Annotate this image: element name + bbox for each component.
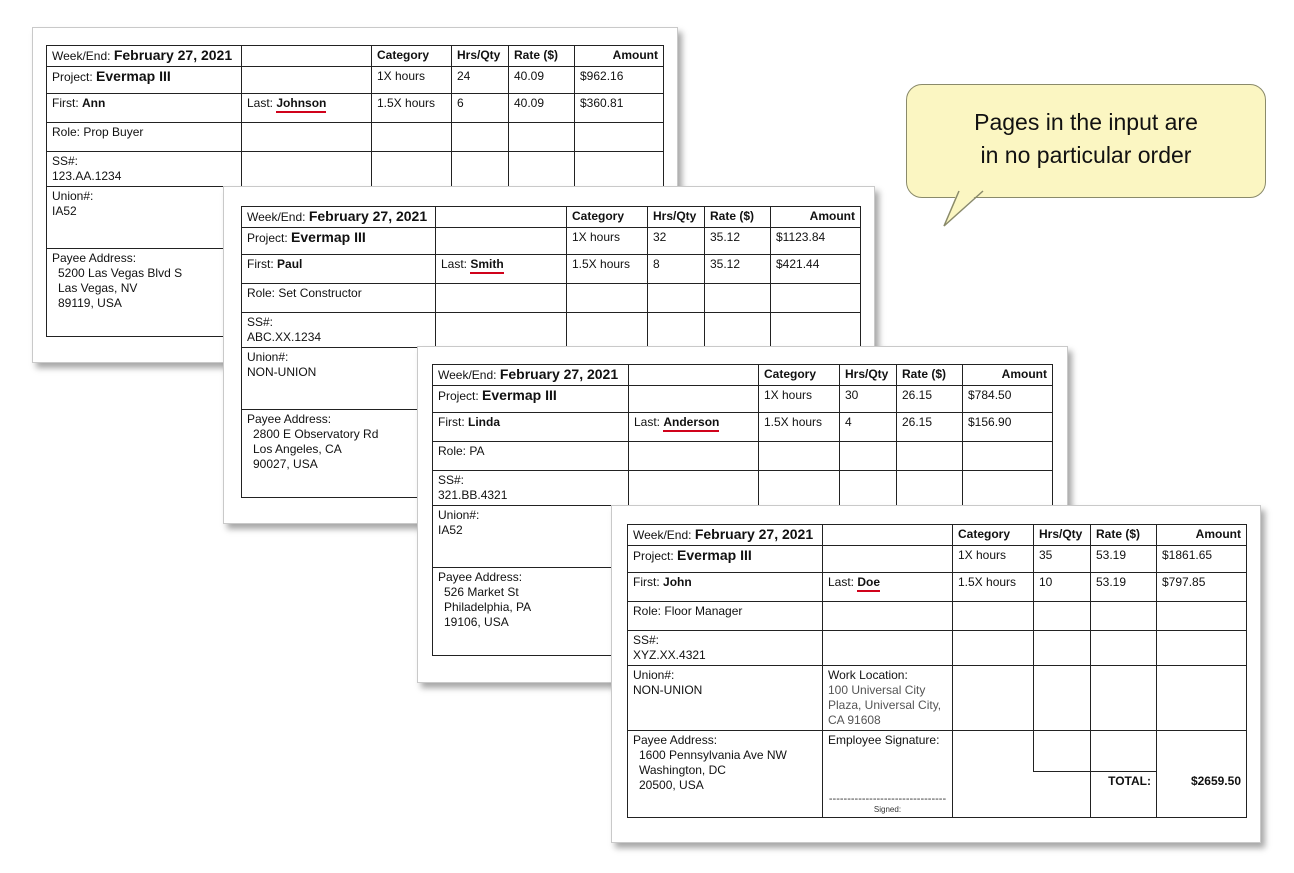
row-amount: $962.16 xyxy=(575,67,664,94)
last-name-cell: Last: Doe xyxy=(823,573,953,602)
week-end-cell: Week/End: February 27, 2021 xyxy=(242,207,436,228)
payee-address-cell: Payee Address: 5200 Las Vegas Blvd S Las Vegas, NV 89119, USA xyxy=(47,249,242,337)
row-amount: $421.44 xyxy=(771,255,861,284)
last-name-cell: Last: Anderson xyxy=(629,413,759,442)
last-name-underlined: Smith xyxy=(470,257,503,274)
timesheet-page-4 xyxy=(611,505,1261,843)
row-rate: 35.12 xyxy=(705,228,771,255)
rate-header: Rate ($) xyxy=(1091,525,1157,546)
role-cell: Role: PA xyxy=(433,442,629,471)
row-qty: 6 xyxy=(452,94,509,123)
row-qty: 24 xyxy=(452,67,509,94)
last-name-cell: Last: Smith xyxy=(436,255,567,284)
row-amount: $784.50 xyxy=(963,386,1053,413)
hrs-qty-header: Hrs/Qty xyxy=(840,365,897,386)
signature-line: -------------------------------- xyxy=(828,793,947,805)
first-name-cell: First: Linda xyxy=(433,413,629,442)
ss-cell: SS#: 321.BB.4321 xyxy=(433,471,629,506)
callout-bubble xyxy=(906,84,1266,198)
last-name-underlined: Doe xyxy=(857,575,880,592)
row-amount: $1123.84 xyxy=(771,228,861,255)
union-cell: Union#: IA52 xyxy=(47,187,242,249)
row-category: 1.5X hours xyxy=(953,573,1034,602)
row-rate: 53.19 xyxy=(1091,546,1157,573)
first-name-cell: First: Ann xyxy=(47,94,242,123)
hrs-qty-header: Hrs/Qty xyxy=(648,207,705,228)
row-qty: 8 xyxy=(648,255,705,284)
row-rate: 53.19 xyxy=(1091,573,1157,602)
category-header: Category xyxy=(759,365,840,386)
callout-line-2: in no particular order xyxy=(980,142,1192,168)
amount-header: Amount xyxy=(575,46,664,67)
last-name-underlined: Anderson xyxy=(663,415,719,432)
row-rate: 26.15 xyxy=(897,413,963,442)
row-category: 1X hours xyxy=(759,386,840,413)
total-value: $2659.50 xyxy=(1157,772,1247,818)
payee-address-cell: Payee Address: 526 Market St Philadelphia, PA 19106, USA xyxy=(433,568,629,656)
row-qty: 35 xyxy=(1034,546,1091,573)
project-cell: Project: Evermap III xyxy=(242,228,436,255)
category-header: Category xyxy=(567,207,648,228)
rate-header: Rate ($) xyxy=(897,365,963,386)
row-amount: $156.90 xyxy=(963,413,1053,442)
week-end-cell: Week/End: February 27, 2021 xyxy=(628,525,823,546)
project-cell: Project: Evermap III xyxy=(47,67,242,94)
row-rate: 26.15 xyxy=(897,386,963,413)
row-category: 1.5X hours xyxy=(567,255,648,284)
first-name-cell: First: John xyxy=(628,573,823,602)
total-label: TOTAL: xyxy=(1091,772,1157,818)
category-header: Category xyxy=(953,525,1034,546)
row-category: 1X hours xyxy=(953,546,1034,573)
row-rate: 40.09 xyxy=(509,94,575,123)
callout-tail xyxy=(940,190,990,230)
hrs-qty-header: Hrs/Qty xyxy=(1034,525,1091,546)
union-cell: Union#: IA52 xyxy=(433,506,629,568)
rate-header: Rate ($) xyxy=(705,207,771,228)
last-name-cell: Last: Johnson xyxy=(242,94,372,123)
row-rate: 35.12 xyxy=(705,255,771,284)
row-qty: 30 xyxy=(840,386,897,413)
first-name-cell: First: Paul xyxy=(242,255,436,284)
work-location-cell: Work Location: 100 Universal City Plaza, Universal City, CA 91608 xyxy=(823,666,953,731)
rate-header: Rate ($) xyxy=(509,46,575,67)
row-category: 1.5X hours xyxy=(759,413,840,442)
category-header: Category xyxy=(372,46,452,67)
last-name-underlined: Johnson xyxy=(276,96,326,113)
union-cell: Union#: NON-UNION xyxy=(242,348,436,410)
week-end-cell: Week/End: February 27, 2021 xyxy=(47,46,242,67)
row-qty: 4 xyxy=(840,413,897,442)
row-category: 1.5X hours xyxy=(372,94,452,123)
amount-header: Amount xyxy=(1157,525,1247,546)
payee-address-cell: Payee Address: 1600 Pennsylvania Ave NW Washington, DC 20500, USA xyxy=(628,731,823,818)
role-cell: Role: Set Constructor xyxy=(242,284,436,313)
union-cell: Union#: NON-UNION xyxy=(628,666,823,731)
project-cell: Project: Evermap III xyxy=(433,386,629,413)
ss-cell: SS#: XYZ.XX.4321 xyxy=(628,631,823,666)
employee-signature-cell: Employee Signature: -------------------------------- Signed: xyxy=(823,731,953,818)
row-qty: 10 xyxy=(1034,573,1091,602)
row-category: 1X hours xyxy=(567,228,648,255)
week-end-cell: Week/End: February 27, 2021 xyxy=(433,365,629,386)
row-amount: $360.81 xyxy=(575,94,664,123)
amount-header: Amount xyxy=(771,207,861,228)
row-qty: 32 xyxy=(648,228,705,255)
row-rate: 40.09 xyxy=(509,67,575,94)
role-cell: Role: Prop Buyer xyxy=(47,123,242,152)
ss-cell: SS#: 123.AA.1234 xyxy=(47,152,242,187)
amount-header: Amount xyxy=(963,365,1053,386)
project-cell: Project: Evermap III xyxy=(628,546,823,573)
timesheet-table xyxy=(627,524,1247,818)
row-amount: $797.85 xyxy=(1157,573,1247,602)
payee-address-cell: Payee Address: 2800 E Observatory Rd Los Angeles, CA 90027, USA xyxy=(242,410,436,498)
signed-label: Signed: xyxy=(873,805,902,814)
row-amount: $1861.65 xyxy=(1157,546,1247,573)
ss-cell: SS#: ABC.XX.1234 xyxy=(242,313,436,348)
role-cell: Role: Floor Manager xyxy=(628,602,823,631)
hrs-qty-header: Hrs/Qty xyxy=(452,46,509,67)
callout-line-1: Pages in the input are xyxy=(974,109,1198,135)
row-category: 1X hours xyxy=(372,67,452,94)
